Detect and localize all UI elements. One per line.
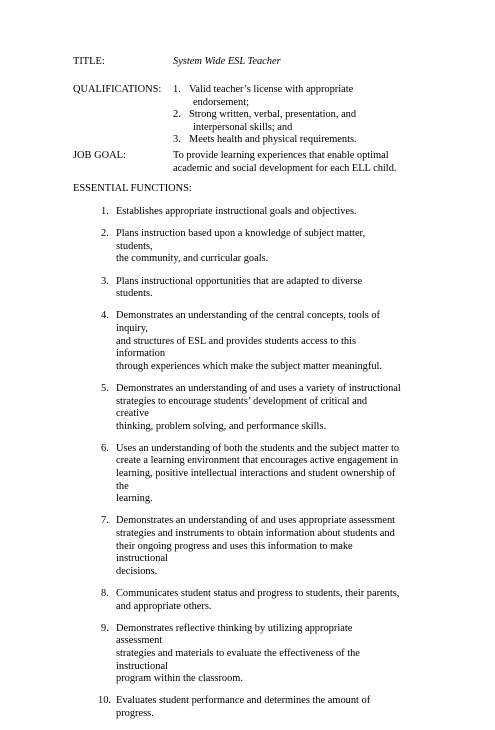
qualification-line: endorsement; bbox=[193, 96, 249, 108]
qualification-line: Valid teacher’s license with appropriate bbox=[189, 84, 354, 95]
function-line: strategies and materials to evaluate the effectiveness of the instructional bbox=[116, 647, 360, 672]
function-item bbox=[101, 443, 401, 506]
function-line: Plans instructional opportunities that are adapted to diverse students. bbox=[116, 275, 363, 300]
qualification-item bbox=[173, 84, 423, 109]
function-line: the community, and curricular goals. bbox=[116, 253, 269, 265]
essential-functions-label: ESSENTIAL FUNCTIONS: bbox=[73, 183, 192, 194]
qualification-line: Meets health and physical requirements. bbox=[189, 134, 357, 146]
function-line: Demonstrates reflective thinking by utilizing appropriate assessment bbox=[116, 622, 353, 647]
job-title: System Wide ESL Teacher bbox=[173, 56, 281, 67]
function-number: 8. bbox=[101, 588, 109, 599]
function-item bbox=[101, 623, 401, 686]
function-line: Uses an understanding of both the students and the subject matter to bbox=[116, 442, 400, 454]
function-number: 9. bbox=[101, 622, 109, 634]
function-number: 1. bbox=[101, 206, 109, 217]
function-number: 3. bbox=[101, 275, 109, 287]
essential-functions-list bbox=[98, 206, 401, 730]
function-number: 2. bbox=[101, 228, 109, 240]
job-goal-text bbox=[173, 150, 397, 175]
function-line: through experiences which make the subject matter meaningful. bbox=[116, 360, 383, 372]
function-line: Demonstrates an understanding of and uses appropriate assessment bbox=[116, 515, 396, 527]
qualification-number: 3. bbox=[173, 134, 181, 146]
function-line: Demonstrates an understanding of and uses a variety of instructional bbox=[116, 382, 401, 394]
function-item bbox=[101, 310, 401, 373]
qualification-line: interpersonal skills; and bbox=[193, 121, 293, 133]
function-line: their ongoing progress and uses this information to make instructional bbox=[116, 540, 353, 565]
function-line: and appropriate others. bbox=[116, 600, 212, 612]
function-line: decisions. bbox=[116, 565, 158, 577]
function-number: 7. bbox=[101, 515, 109, 527]
function-item bbox=[101, 515, 401, 578]
qualification-number: 2. bbox=[173, 109, 181, 121]
function-line: learning, positive intellectual interactions and student ownership of the bbox=[116, 468, 396, 492]
title-label: TITLE: bbox=[73, 56, 105, 67]
job-goal-line: academic and social development for each ELL child. bbox=[173, 162, 397, 174]
qualifications-label: QUALIFICATIONS: bbox=[73, 84, 162, 95]
function-item bbox=[101, 276, 401, 301]
job-goal-label: JOB GOAL: bbox=[73, 150, 126, 161]
qualification-item bbox=[173, 134, 423, 147]
function-item bbox=[101, 588, 401, 613]
function-number: 5. bbox=[101, 382, 109, 394]
function-number: 6. bbox=[101, 442, 109, 454]
job-goal-line: To provide learning experiences that enable optimal bbox=[173, 150, 389, 161]
function-line: thinking, problem solving, and performance skills. bbox=[116, 420, 327, 432]
function-line: create a learning environment that encourages active engagement in bbox=[116, 455, 399, 467]
qualification-item bbox=[173, 109, 423, 134]
function-item bbox=[101, 383, 401, 433]
function-line: Communicates student status and progress to students, their parents, bbox=[116, 588, 400, 599]
function-item bbox=[101, 228, 401, 266]
function-line: Plans instruction based upon a knowledge of subject matter, students, bbox=[116, 228, 366, 252]
function-item bbox=[101, 206, 401, 219]
function-number: 10. bbox=[98, 695, 111, 707]
function-line: strategies to encourage students’ development of critical and creative bbox=[116, 395, 368, 420]
qualification-number: 1. bbox=[173, 84, 181, 95]
function-line: and structures of ESL and provides students access to this information bbox=[116, 335, 356, 360]
function-line: Establishes appropriate instructional goals and objectives. bbox=[116, 206, 357, 217]
function-line: program within the classroom. bbox=[116, 673, 243, 685]
qualification-line: Strong written, verbal, presentation, and bbox=[189, 109, 357, 121]
function-number: 4. bbox=[101, 310, 109, 322]
function-line: Demonstrates an understanding of the central concepts, tools of inquiry, bbox=[116, 310, 381, 334]
function-line: Evaluates student performance and determines the amount of progress. bbox=[116, 695, 371, 719]
function-line: strategies and instruments to obtain information about students and bbox=[116, 528, 395, 540]
qualifications-list bbox=[173, 84, 423, 147]
function-line: learning. bbox=[116, 493, 153, 505]
function-item bbox=[98, 695, 401, 720]
